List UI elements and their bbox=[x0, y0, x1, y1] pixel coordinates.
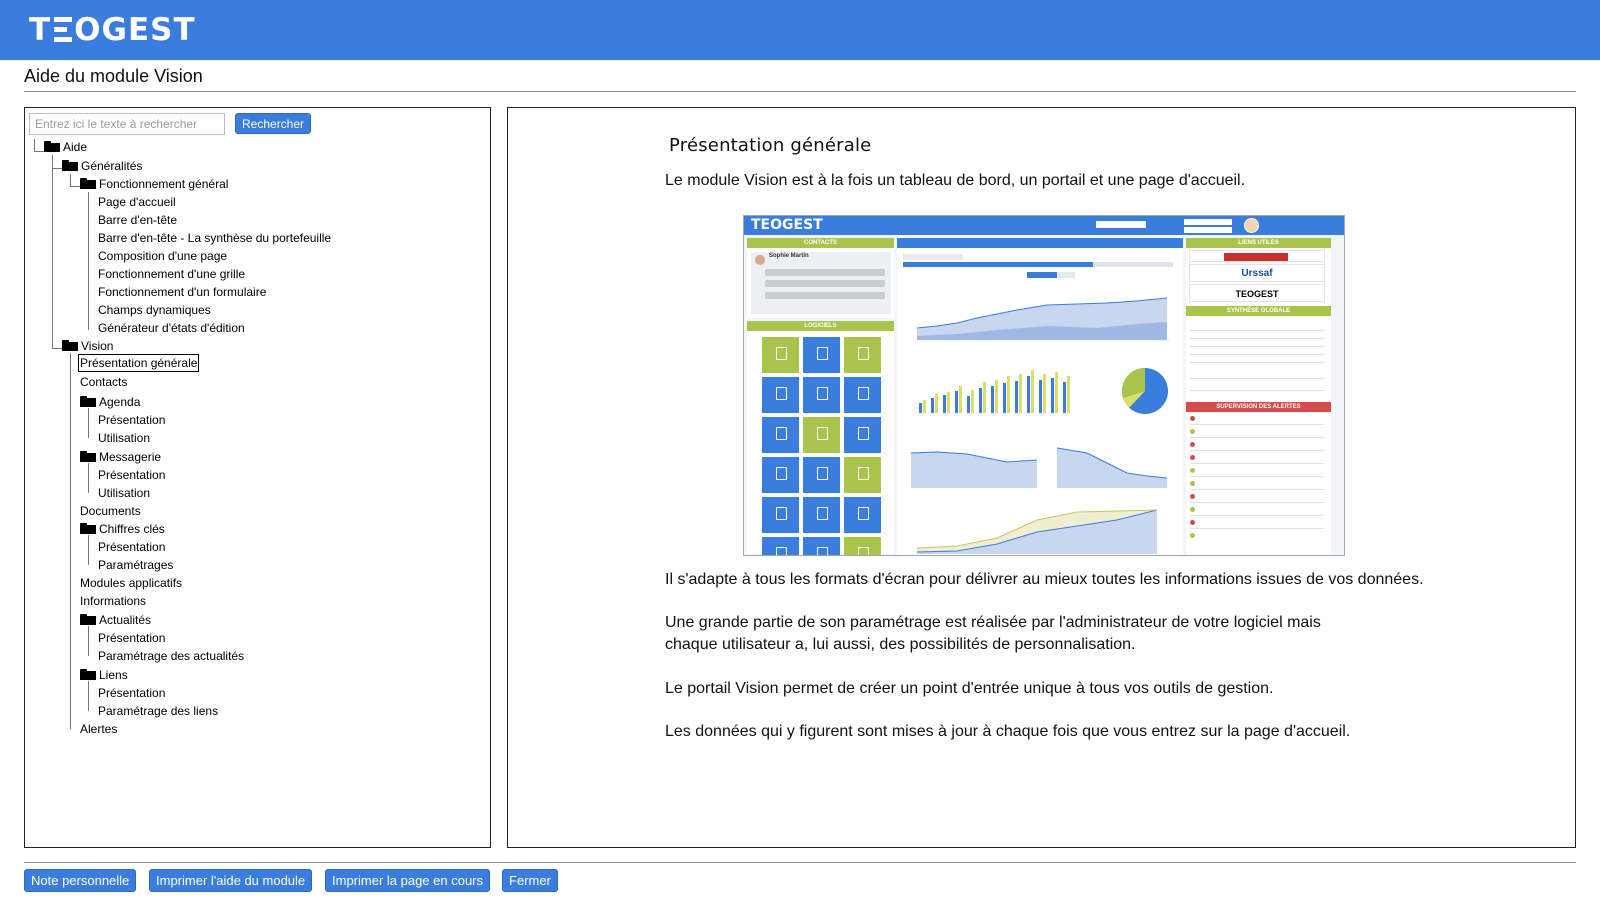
tree-node-actualites-presentation[interactable]: Présentation bbox=[98, 631, 166, 645]
close-button[interactable]: Fermer bbox=[502, 869, 558, 892]
screenshot-left-column bbox=[747, 238, 894, 554]
tree-node-liens-presentation[interactable]: Présentation bbox=[98, 686, 166, 700]
tree-node-composition-page[interactable]: Composition d'une page bbox=[98, 249, 228, 263]
tree-node-aide[interactable]: Aide bbox=[44, 139, 87, 155]
tree-node-presentation-generale[interactable]: Présentation générale bbox=[80, 356, 198, 370]
folder-open-icon bbox=[80, 669, 96, 680]
tree-node-generateur-etats[interactable]: Générateur d'états d'édition bbox=[98, 321, 245, 335]
logo-right: OGEST bbox=[74, 12, 196, 48]
tree-node-vision[interactable]: Vision bbox=[62, 338, 113, 354]
tree-node-fonctionnement-grille[interactable]: Fonctionnement d'une grille bbox=[98, 267, 246, 281]
tree-node-alertes[interactable]: Alertes bbox=[80, 722, 118, 736]
content-paragraph-4: Le portail Vision permet de créer un point d'entrée unique à tous vos outils de gestion. bbox=[665, 680, 1274, 697]
screenshot-contact-name: Sophie Martin bbox=[769, 253, 809, 259]
tree-node-chiffres-parametrages[interactable]: Paramétrages bbox=[98, 558, 174, 572]
tree-node-informations[interactable]: Informations bbox=[80, 594, 147, 608]
screenshot-liens-header: LIENS UTILES bbox=[1186, 238, 1331, 248]
print-module-help-button[interactable]: Imprimer l'aide du module bbox=[149, 869, 312, 892]
screenshot-urssaf-link: Urssaf bbox=[1189, 264, 1325, 282]
tree-node-generalites[interactable]: Généralités bbox=[62, 158, 142, 174]
folder-open-icon bbox=[80, 451, 96, 462]
folder-open-icon bbox=[80, 523, 96, 534]
tree-node-page-accueil[interactable]: Page d'accueil bbox=[98, 195, 176, 209]
tree-node-barre-entete[interactable]: Barre d'en-tête bbox=[98, 213, 178, 227]
help-tree bbox=[25, 108, 490, 847]
screenshot-right-column bbox=[1186, 238, 1331, 556]
print-current-page-button[interactable]: Imprimer la page en cours bbox=[325, 869, 490, 892]
tree-node-liens-parametrage[interactable]: Paramétrage des liens bbox=[98, 704, 219, 718]
content-title: Présentation générale bbox=[669, 135, 872, 156]
content-paragraph-1: Le module Vision est à la fois un tableau de bord, un portail et une page d'accueil. bbox=[665, 172, 1246, 189]
screenshot-alertes-header: SUPERVISION DES ALERTES bbox=[1186, 402, 1331, 412]
vision-dashboard-screenshot bbox=[743, 215, 1345, 556]
avatar bbox=[1244, 218, 1259, 233]
top-bar bbox=[0, 0, 1600, 60]
tree-node-messagerie-utilisation[interactable]: Utilisation bbox=[98, 486, 151, 500]
screenshot-indicators-header bbox=[897, 238, 1183, 248]
tree-node-barre-entete-synthese[interactable]: Barre d'en-tête - La synthèse du portefeuille bbox=[98, 231, 332, 245]
tree-node-agenda[interactable]: Agenda bbox=[80, 394, 140, 410]
app-logo bbox=[29, 12, 196, 48]
screenshot-contacts-header: CONTACTS bbox=[747, 238, 894, 248]
help-content-panel bbox=[507, 107, 1576, 848]
tree-node-messagerie[interactable]: Messagerie bbox=[80, 449, 161, 465]
logo-e-mark bbox=[54, 17, 72, 41]
footer-divider bbox=[24, 862, 1576, 863]
folder-open-icon bbox=[62, 340, 78, 351]
tree-node-messagerie-presentation[interactable]: Présentation bbox=[98, 468, 166, 482]
screenshot-charts bbox=[897, 248, 1183, 556]
tree-node-agenda-utilisation[interactable]: Utilisation bbox=[98, 431, 151, 445]
folder-open-icon bbox=[80, 614, 96, 625]
tree-node-champs-dynamiques[interactable]: Champs dynamiques bbox=[98, 303, 211, 317]
search-button[interactable]: Rechercher bbox=[235, 113, 311, 134]
tree-node-modules-applicatifs[interactable]: Modules applicatifs bbox=[80, 576, 183, 590]
tree-node-agenda-presentation[interactable]: Présentation bbox=[98, 413, 166, 427]
tree-node-actualites[interactable]: Actualités bbox=[80, 612, 151, 628]
folder-open-icon bbox=[62, 160, 78, 171]
tree-node-fonctionnement-formulaire[interactable]: Fonctionnement d'un formulaire bbox=[98, 285, 267, 299]
screenshot-logiciels-header: LOGICIELS bbox=[747, 321, 894, 331]
tree-node-liens[interactable]: Liens bbox=[80, 667, 128, 683]
screenshot-synthese-header: SYNTHÈSE GLOBALE bbox=[1186, 306, 1331, 316]
tree-node-chiffres-cles[interactable]: Chiffres clés bbox=[80, 521, 165, 537]
note-personnelle-button[interactable]: Note personnelle bbox=[24, 869, 136, 892]
folder-open-icon bbox=[80, 396, 96, 407]
content-paragraph-2: Il s'adapte à tous les formats d'écran pour délivrer au mieux toutes les informations issues de vos données. bbox=[665, 571, 1424, 588]
content-paragraph-5: Les données qui y figurent sont mises à jour à chaque fois que vous entrez sur la page d'accueil. bbox=[665, 723, 1351, 740]
page-title: Aide du module Vision bbox=[24, 66, 203, 86]
title-divider bbox=[24, 91, 1576, 92]
tree-node-documents[interactable]: Documents bbox=[80, 504, 141, 518]
tree-node-contacts[interactable]: Contacts bbox=[80, 375, 128, 389]
folder-open-icon bbox=[44, 141, 60, 152]
content-paragraph-3: Une grande partie de son paramétrage est réalisée par l'administrateur de votre logiciel mais chaque utilisateur a, lui aussi, des possibilités de personnalisation. bbox=[665, 614, 1321, 653]
tree-node-actualites-parametrage[interactable]: Paramétrage des actualités bbox=[98, 649, 245, 663]
tree-node-fonctionnement-general[interactable]: Fonctionnement général bbox=[80, 176, 228, 192]
folder-open-icon bbox=[80, 178, 96, 189]
help-tree-panel bbox=[24, 107, 491, 848]
screenshot-indicators-column bbox=[897, 238, 1183, 556]
logo-left: T bbox=[29, 12, 52, 48]
screenshot-topbar bbox=[744, 216, 1344, 235]
tree-node-chiffres-presentation[interactable]: Présentation bbox=[98, 540, 166, 554]
screenshot-logo: TEOGEST bbox=[751, 217, 823, 233]
screenshot-teogest-link: TEOGEST bbox=[1189, 284, 1325, 302]
